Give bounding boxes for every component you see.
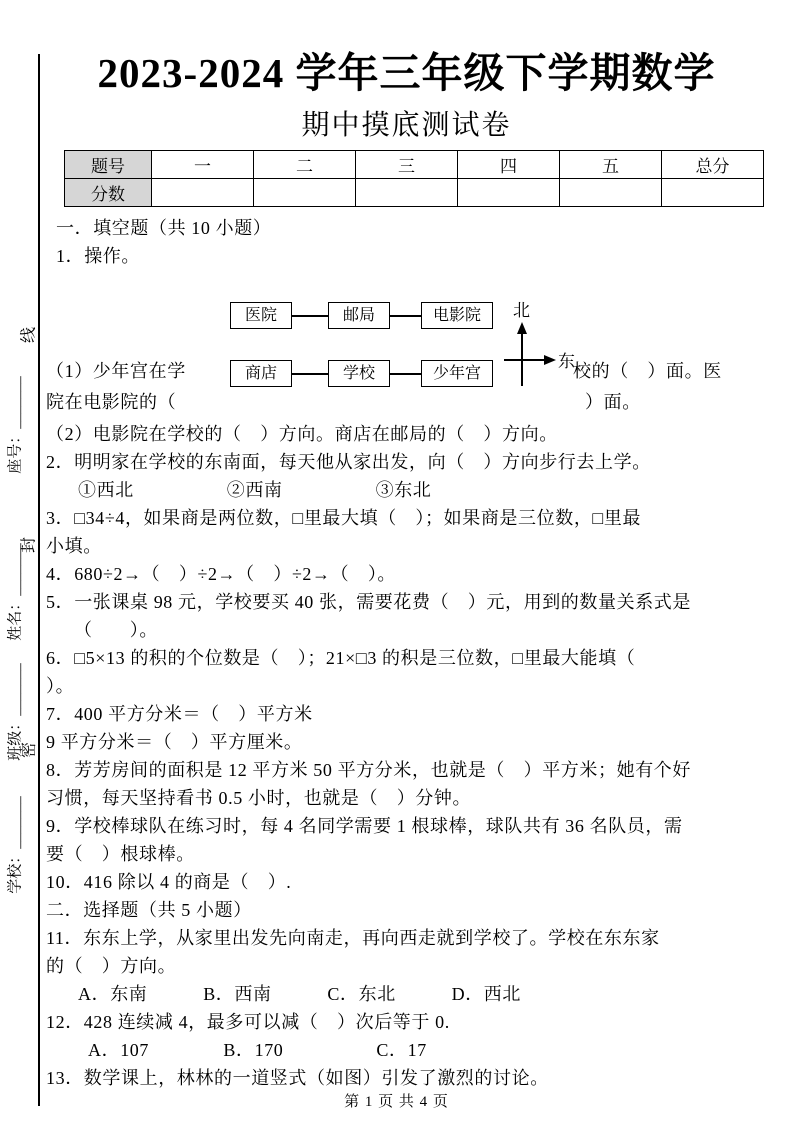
question-line: ）。 bbox=[46, 676, 75, 696]
seal-char-mi: 密 bbox=[20, 741, 38, 759]
col-header: 一 bbox=[152, 151, 254, 179]
wrapped-question-text: ）面。 bbox=[585, 392, 641, 412]
question-line: 小填。 bbox=[46, 536, 102, 556]
options-line: ①西北 ②西南 ③东北 bbox=[78, 480, 432, 500]
hospital-box: 医院 bbox=[230, 302, 292, 329]
class-field: 班级：_______ bbox=[7, 663, 24, 761]
question-number-label: 题号 bbox=[65, 151, 152, 179]
question-line: 要（ ）根球棒。 bbox=[46, 844, 195, 864]
question-line: 9．学校棒球队在练习时，每 4 名同学需要 1 根球棒，球队共有 36 名队员，需 bbox=[46, 816, 683, 836]
connector-line bbox=[390, 315, 421, 317]
question-line: 6．□5×13 的积的个位数是（ ）；21×□3 的积是三位数，□里最大能填（ bbox=[46, 648, 636, 668]
question-line: 1．操作。 bbox=[56, 246, 140, 266]
cinema-box: 电影院 bbox=[421, 302, 493, 329]
compass-east-arrow bbox=[544, 355, 556, 365]
question-line: 7．400 平方分米＝（ ）平方米 bbox=[46, 704, 313, 724]
connector-line bbox=[292, 373, 328, 375]
question-line: 8．芳芳房间的面积是 12 平方米 50 平方分米，也就是（ ）平方米；她有个好 bbox=[46, 760, 691, 780]
seal-line-rule bbox=[38, 54, 40, 1106]
score-cell bbox=[254, 179, 356, 207]
question-line: 的（ ）方向。 bbox=[46, 956, 177, 976]
page-subtitle: 期中摸底测试卷 bbox=[301, 110, 512, 141]
score-cell bbox=[458, 179, 560, 207]
score-table bbox=[64, 150, 764, 207]
seal-char-xian: 线 bbox=[20, 326, 38, 344]
options-line: A．107 B．170 C．17 bbox=[88, 1040, 427, 1060]
question-line: 13．数学课上，林林的一道竖式（如图）引发了激烈的讨论。 bbox=[46, 1068, 549, 1088]
compass-north-arrow bbox=[517, 322, 527, 334]
compass-north-label: 北 bbox=[513, 301, 531, 320]
col-header: 三 bbox=[356, 151, 458, 179]
wrapped-question-text: （1）少年宫在学 bbox=[46, 361, 186, 381]
section-heading: 二．选择题（共 5 小题） bbox=[46, 900, 252, 920]
shop-box: 商店 bbox=[230, 360, 292, 387]
map-diagram bbox=[46, 270, 770, 420]
score-cell bbox=[662, 179, 764, 207]
score-table-header-row bbox=[65, 151, 764, 179]
score-cell bbox=[560, 179, 662, 207]
question-line: 12．428 连续减 4，最多可以减（ ）次后等于 0. bbox=[46, 1012, 450, 1032]
question-line: （ ）。 bbox=[74, 620, 158, 640]
wrapped-question-text: 校的（ ）面。医 bbox=[573, 361, 722, 381]
col-header: 四 bbox=[458, 151, 560, 179]
youth-palace-box: 少年宫 bbox=[421, 360, 493, 387]
compass-east-label: 东 bbox=[558, 352, 576, 371]
score-table-score-row bbox=[65, 179, 764, 207]
score-label: 分数 bbox=[65, 179, 152, 207]
col-header: 总分 bbox=[662, 151, 764, 179]
exam-content bbox=[46, 214, 770, 1092]
question-line: 3．□34÷4，如果商是两位数，□里最大填（ ）；如果商是三位数，□里最 bbox=[46, 508, 642, 528]
question-line: 9 平方分米＝（ ）平方厘米。 bbox=[46, 732, 303, 752]
school-box: 学校 bbox=[328, 360, 390, 387]
question-line: （2）电影院在学校的（ ）方向。商店在邮局的（ ）方向。 bbox=[46, 424, 558, 444]
question-line: 5．一张课桌 98 元，学校要买 40 张，需要花费（ ）元，用到的数量关系式是 bbox=[46, 592, 691, 612]
seal-char-feng: 封 bbox=[20, 536, 38, 554]
score-cell bbox=[356, 179, 458, 207]
student-name-field: 姓名：_______ bbox=[7, 543, 24, 641]
connector-line bbox=[390, 373, 421, 375]
page-number: 第 1 页 共 4 页 bbox=[344, 1094, 449, 1110]
section-heading: 一．填空题（共 10 小题） bbox=[56, 218, 272, 238]
seat-number-field: 座号：_______ bbox=[7, 376, 24, 474]
question-line: 11．东东上学，从家里出发先向南走，再向西走就到学校了。学校在东东家 bbox=[46, 928, 660, 948]
col-header: 二 bbox=[254, 151, 356, 179]
question-line: 4．680÷2→（ ）÷2→（ ）÷2→（ ）。 bbox=[46, 564, 397, 584]
question-line: 习惯，每天坚持看书 0.5 小时，也就是（ ）分钟。 bbox=[46, 788, 472, 808]
col-header: 五 bbox=[560, 151, 662, 179]
options-line: A．东南 B．西南 C．东北 D．西北 bbox=[78, 984, 522, 1004]
score-cell bbox=[152, 179, 254, 207]
school-field: 学校：_______ bbox=[7, 796, 24, 894]
page-title: 2023-2024 学年三年级下学期数学 bbox=[97, 50, 716, 96]
post-office-box: 邮局 bbox=[328, 302, 390, 329]
wrapped-question-text: 院在电影院的（ bbox=[46, 392, 177, 412]
connector-line bbox=[292, 315, 328, 317]
question-line: 10．416 除以 4 的商是（ ）. bbox=[46, 872, 292, 892]
question-line: 2．明明家在学校的东南面，每天他从家出发，向（ ）方向步行去上学。 bbox=[46, 452, 651, 472]
